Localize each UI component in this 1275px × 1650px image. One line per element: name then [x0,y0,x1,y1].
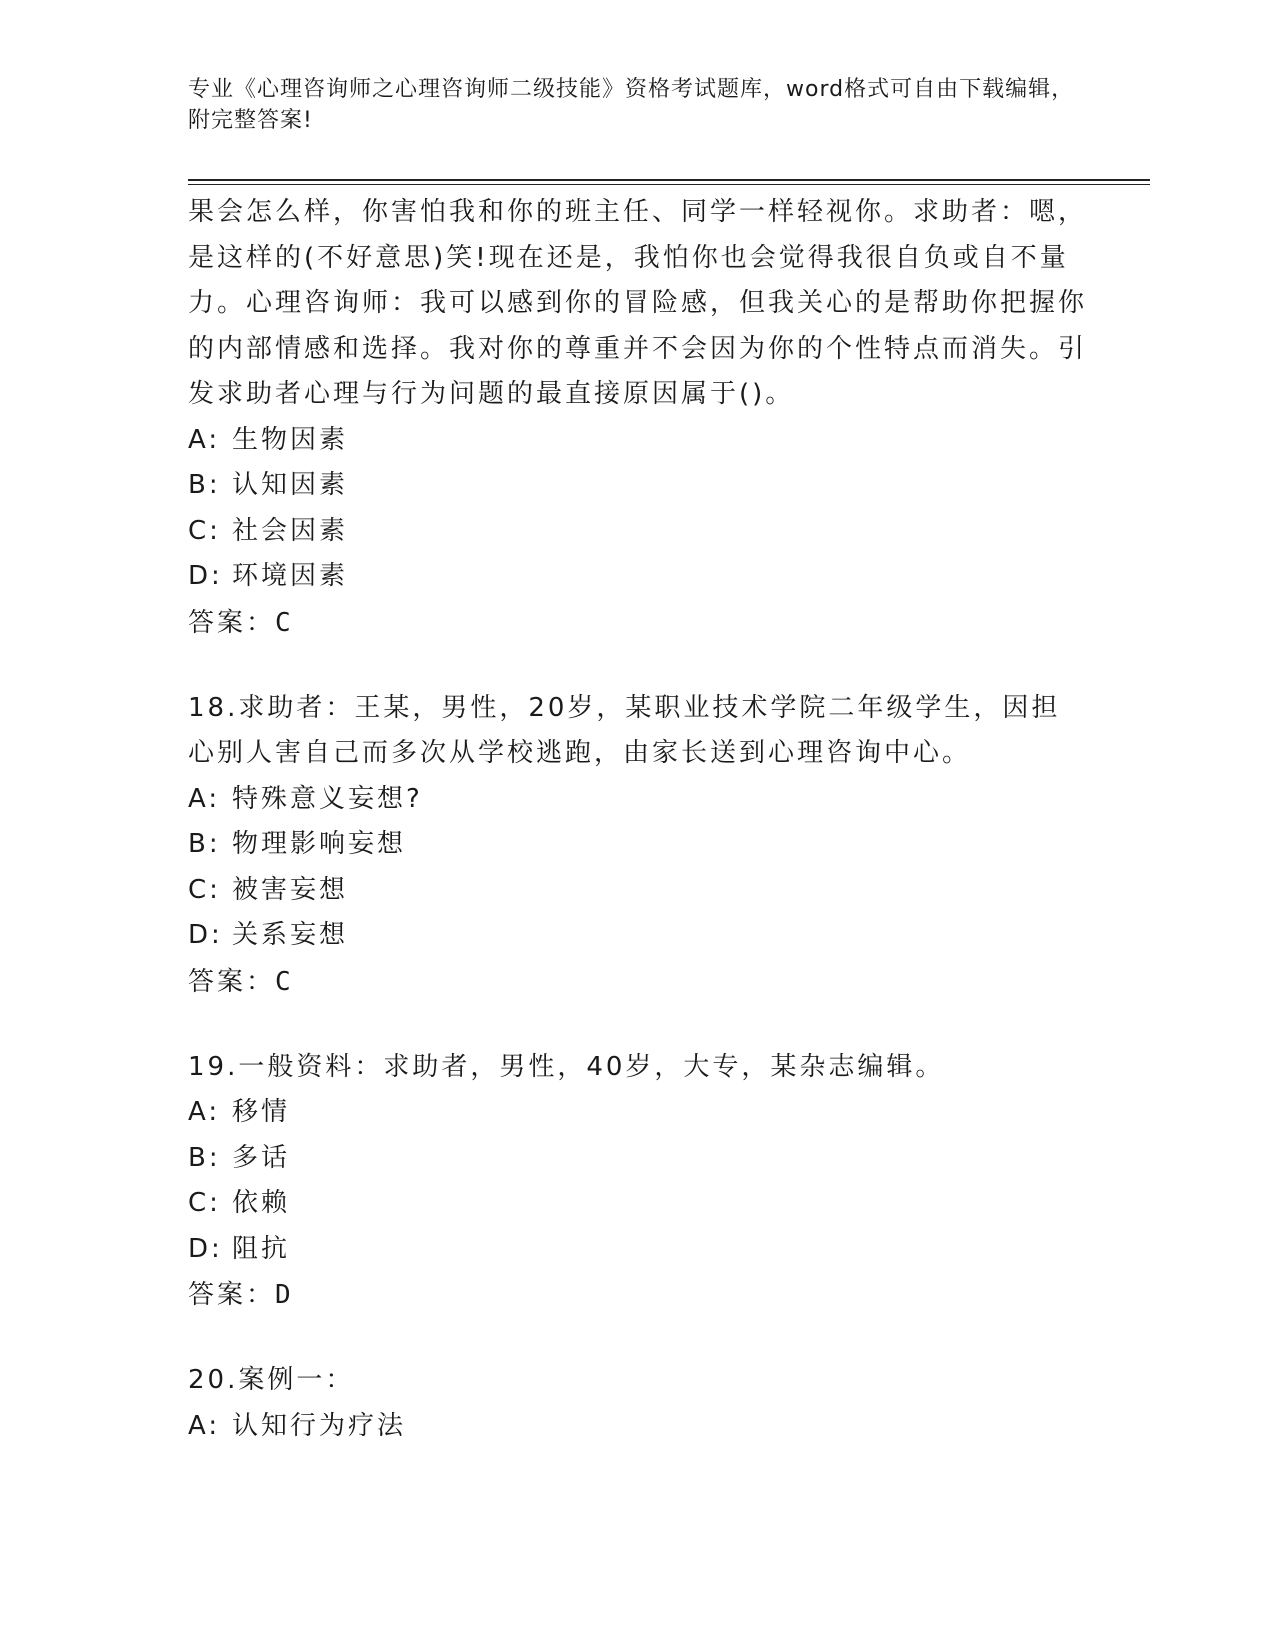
option-d [188,1227,1088,1273]
option-text: 环境因素 [232,561,349,591]
option-a [188,1404,1088,1450]
option-b [188,822,1088,868]
answer-label: 答案： [188,1280,276,1310]
answer-line [188,1272,1088,1318]
option-letter: D: [188,920,223,950]
option-c [188,868,1088,914]
option-d [188,913,1088,959]
option-text: 特殊意义妄想? [232,783,423,814]
option-text: 关系妄想 [232,920,349,950]
option-d [188,554,1088,600]
option-letter: A: [188,424,221,455]
option-text: 移情 [232,1097,291,1127]
answer-value: D [275,1280,294,1310]
question-item [188,686,1088,1005]
option-text: 物理影响妄想 [232,829,407,859]
question-stem: 果会怎么样，你害怕我和你的班主任、同学一样轻视你。求助者：嗯，是这样的(不好意思)笑!现在还是，我怕你也会觉得我很自负或自不量力。心理咨询师：我可以感到你的冒险感，但我关心的是帮助你把握你的内部情感和选择。我对你的尊重并不会因为你的个性特点而消失。引发求助者心理与行为问题的最直接原因属于()。 [188,197,1088,409]
answer-value: C [275,966,294,997]
option-letter: A: [188,1097,221,1127]
header-rule-thick [188,179,1150,181]
option-text: 阻抗 [232,1233,291,1264]
answer-label: 答案： [188,966,276,997]
option-text: 生物因素 [232,424,349,455]
answer-line [188,959,1088,1005]
option-letter: C: [188,874,221,905]
question-stem: 19.一般资料：求助者，男性，40岁，大专，某杂志编辑。 [188,1051,945,1082]
option-b [188,463,1088,509]
option-letter: A: [188,783,221,814]
option-letter: B: [188,1142,221,1173]
option-text: 依赖 [232,1188,291,1218]
option-a [188,1090,1088,1136]
answer-label: 答案： [188,607,276,638]
option-text: 认知行为疗法 [232,1410,407,1441]
option-c [188,1181,1088,1227]
option-letter: B: [188,829,221,859]
question-item [188,190,1088,646]
option-text: 社会因素 [232,515,349,546]
header-rule-thin [188,184,1150,185]
question-item [188,1358,1088,1449]
question-list [188,190,1088,1449]
option-b [188,1136,1088,1182]
option-text: 认知因素 [232,470,349,500]
answer-line [188,600,1088,646]
question-stem: 18.求助者：王某，男性，20岁，某职业技术学院二年级学生，因担心别人害自己而多次从学校逃跑，由家长送到心理咨询中心。 [188,692,1061,768]
option-letter: C: [188,515,221,546]
option-letter: D: [188,1233,223,1264]
option-text: 被害妄想 [232,874,349,905]
document-header: 专业《心理咨询师之心理咨询师二级技能》资格考试题库，word格式可自由下载编辑，附完整答案! [188,77,1075,133]
option-a [188,418,1088,464]
answer-value: C [275,607,294,638]
option-letter: A: [188,1410,221,1441]
option-letter: D: [188,561,223,591]
option-letter: B: [188,470,221,500]
option-letter: C: [188,1188,221,1218]
question-item [188,1045,1088,1319]
option-text: 多话 [232,1142,291,1173]
option-a [188,777,1088,823]
question-stem: 20.案例一： [188,1365,355,1395]
option-c [188,509,1088,555]
